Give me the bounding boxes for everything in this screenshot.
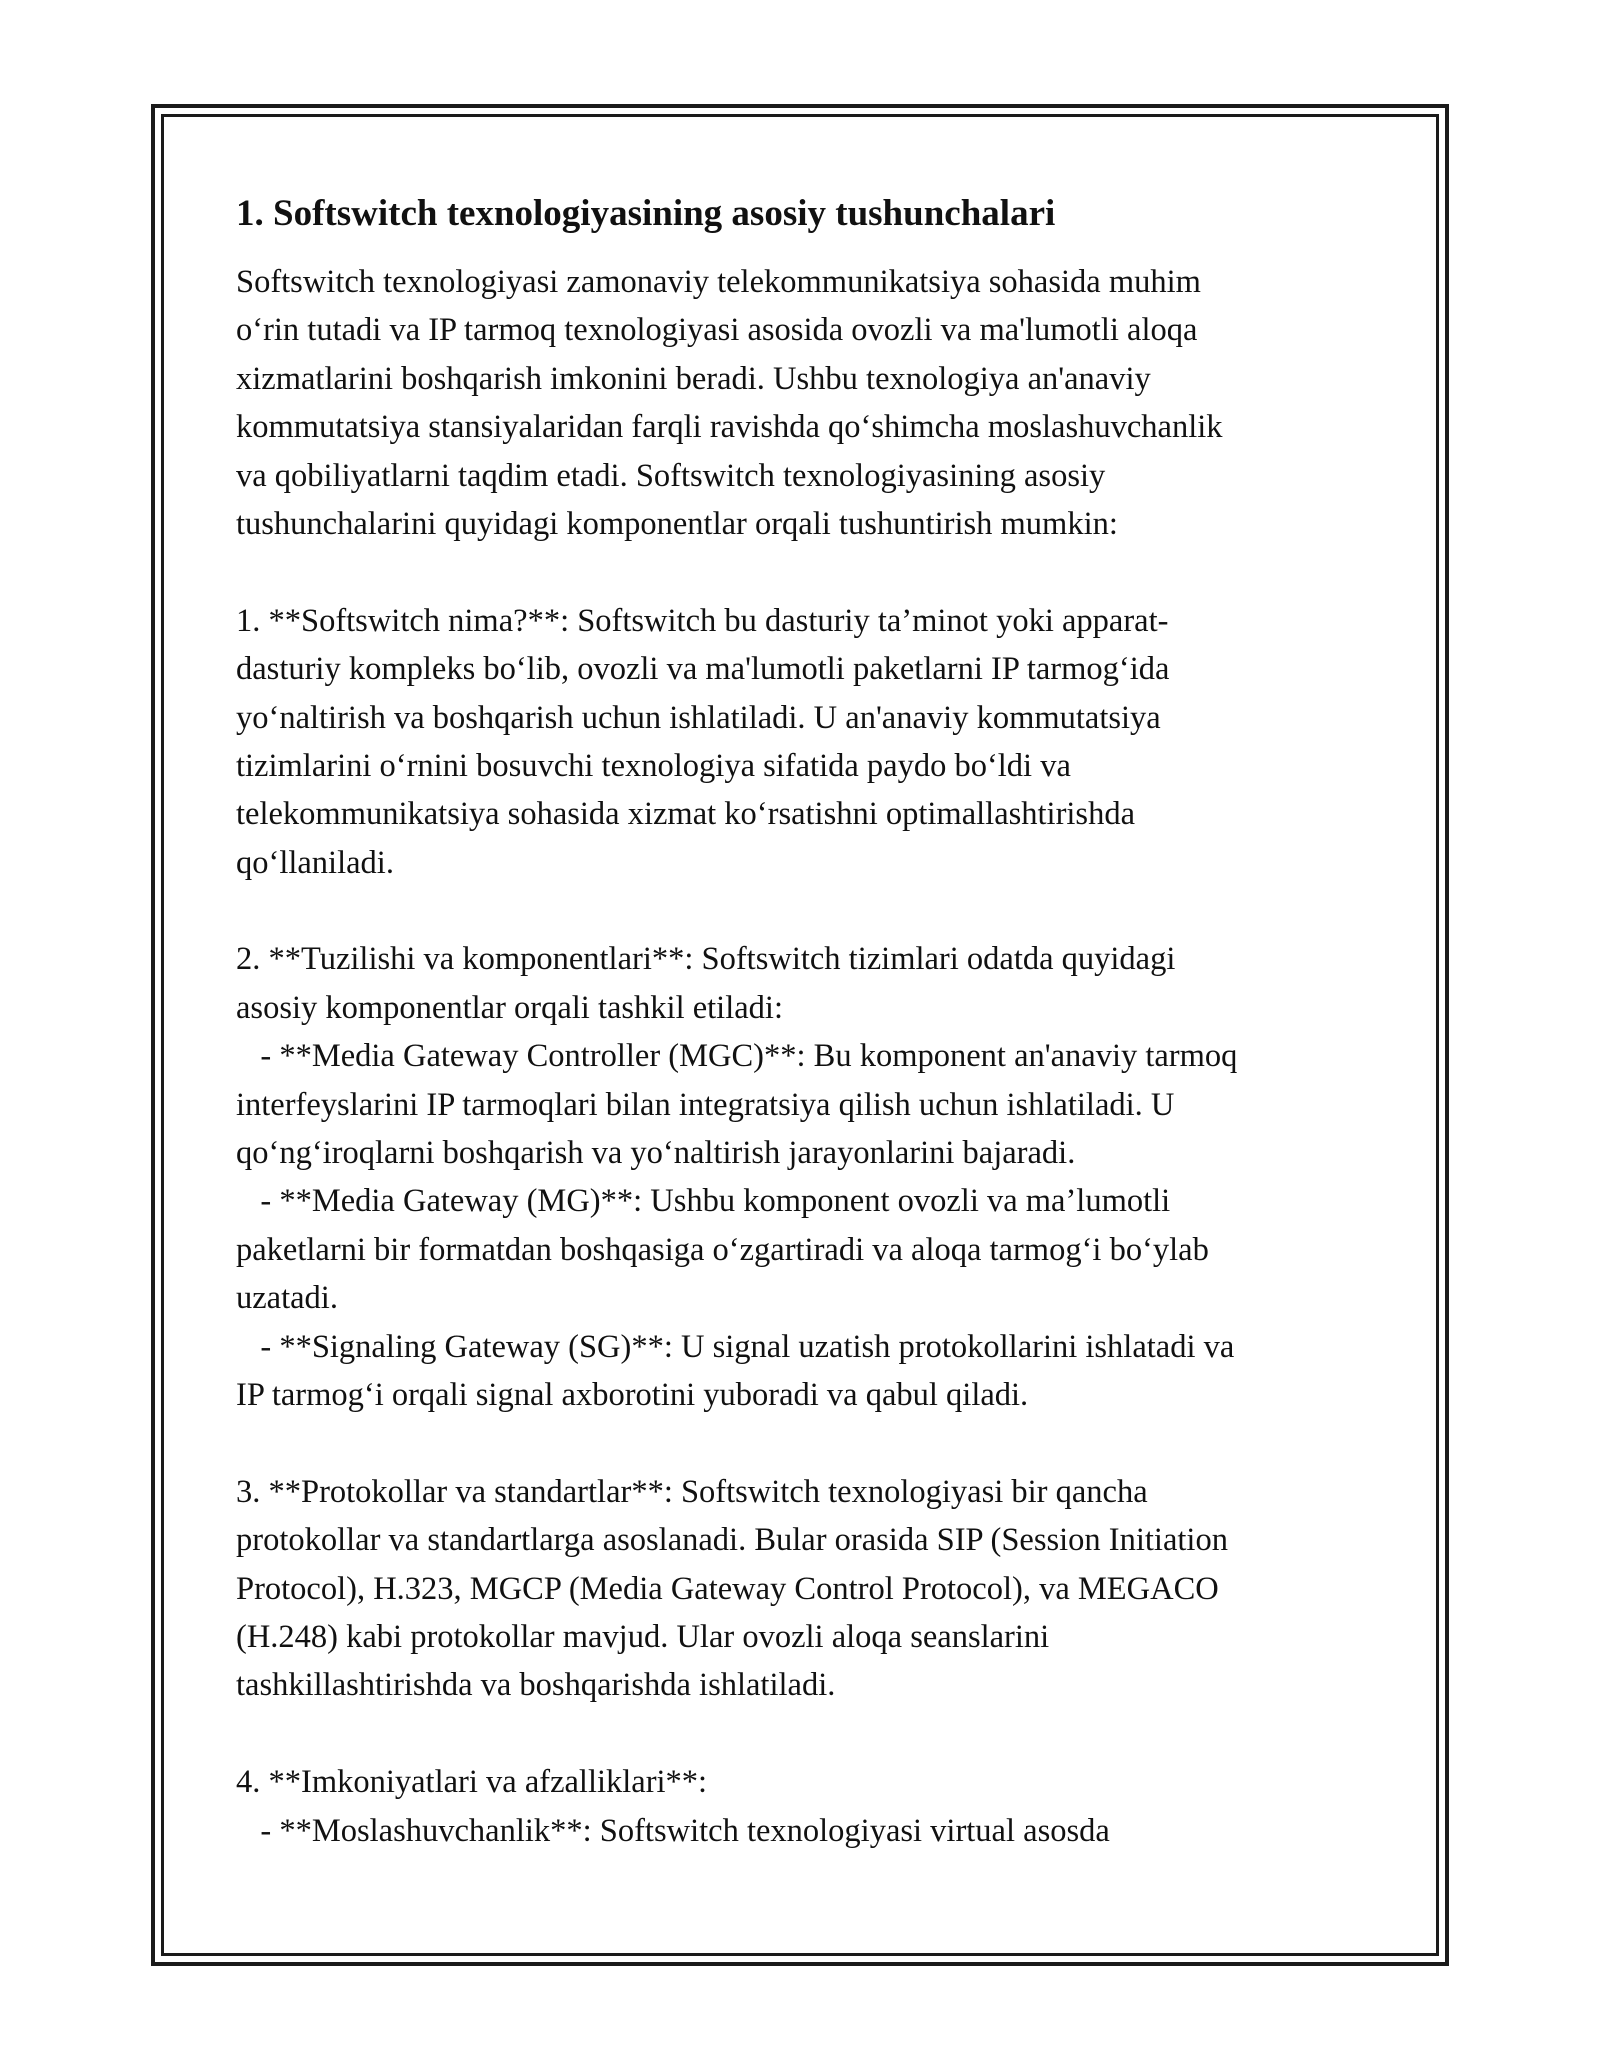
text-line: qo‘ng‘iroqlarni boshqarish va yo‘naltirish jarayonlarini bajaradi.: [236, 1135, 1076, 1172]
text-line: o‘rin tutadi va IP tarmoq texnologiyasi asosida ovozli va ma'lumotli aloqa: [236, 312, 1198, 349]
text-line: Softswitch texnologiyasi zamonaviy telekommunikatsiya sohasida muhim: [236, 264, 1201, 300]
text-line: va qobiliyatlarni taqdim etadi. Softswitch texnologiyasining asosiy: [236, 457, 1106, 494]
text-line: asosiy komponentlar orqali tashkil etiladi:: [236, 989, 783, 1026]
blank-line: [236, 1710, 1386, 1758]
text-line: protokollar va standartlarga asoslanadi. Bular orasida SIP (Session Initiation: [236, 1522, 1228, 1559]
text-line: xizmatlarini boshqarish imkonini beradi. Ushbu texnologiya an'anaviy: [236, 360, 1151, 397]
text-line: 1. **Softswitch nima?**: Softswitch bu dasturiy ta’minot yoki apparat-: [236, 602, 1169, 639]
text-line: kommutatsiya stansiyalaridan farqli ravishda qo‘shimcha moslashuvchanlik: [236, 409, 1223, 446]
text-line: 4. **Imkoniyatlari va afzalliklari**:: [236, 1764, 708, 1801]
text-line: - **Media Gateway (MG)**: Ushbu komponent ovozli va ma’lumotli: [236, 1183, 1171, 1220]
text-line: Protocol), H.323, MGCP (Media Gateway Control Protocol), va MEGACO: [236, 1570, 1219, 1607]
text-line: 3. **Protokollar va standartlar**: Softswitch texnologiyasi bir qancha: [236, 1473, 1148, 1510]
text-line: yo‘naltirish va boshqarish uchun ishlatiladi. U an'anaviy kommutatsiya: [236, 699, 1161, 736]
text-line: tizimlarini o‘rnini bosuvchi texnologiya sifatida paydo bo‘ldi va: [236, 747, 1071, 784]
text-line: tushunchalarini quyidagi komponentlar orqali tushuntirish mumkin:: [236, 505, 1118, 542]
text-line: IP tarmog‘i orqali signal axborotini yuboradi va qabul qiladi.: [236, 1376, 1029, 1413]
text-line: paketlarni bir formatdan boshqasiga o‘zgartiradi va aloqa tarmog‘i bo‘ylab: [236, 1231, 1209, 1268]
text-line: telekommunikatsiya sohasida xizmat ko‘rsatishni optimallashtirishda: [236, 796, 1136, 833]
text-line: 2. **Tuzilishi va komponentlari**: Softswitch tizimlari odatda quyidagi: [236, 941, 1176, 978]
text-line: - **Moslashuvchanlik**: Softswitch texnologiyasi virtual asosda: [236, 1812, 1110, 1849]
text-line: interfeyslarini IP tarmoqlari bilan integratsiya qilish uchun ishlatiladi. U: [236, 1086, 1175, 1123]
blank-line: [236, 548, 1386, 596]
document-body: [236, 186, 1386, 1855]
text-line: dasturiy kompleks bo‘lib, ovozli va ma'lumotli paketlarni IP tarmog‘ida: [236, 651, 1170, 688]
text-line: (H.248) kabi protokollar mavjud. Ular ovozli aloqa seanslarini: [236, 1618, 1050, 1655]
text-line: uzatadi.: [236, 1280, 338, 1317]
text-line: - **Signaling Gateway (SG)**: U signal uzatish protokollarini ishlatadi va: [236, 1328, 1235, 1365]
body-text: [236, 258, 1386, 1855]
text-line: qo‘llaniladi.: [236, 844, 394, 881]
blank-line: [236, 887, 1386, 935]
document-title: 1. Softswitch texnologiyasining asosiy tushunchalari: [236, 193, 1056, 234]
text-line: - **Media Gateway Controller (MGC)**: Bu komponent an'anaviy tarmoq: [236, 1038, 1238, 1075]
blank-line: [236, 1419, 1386, 1467]
text-line: tashkillashtirishda va boshqarishda ishlatiladi.: [236, 1667, 836, 1704]
